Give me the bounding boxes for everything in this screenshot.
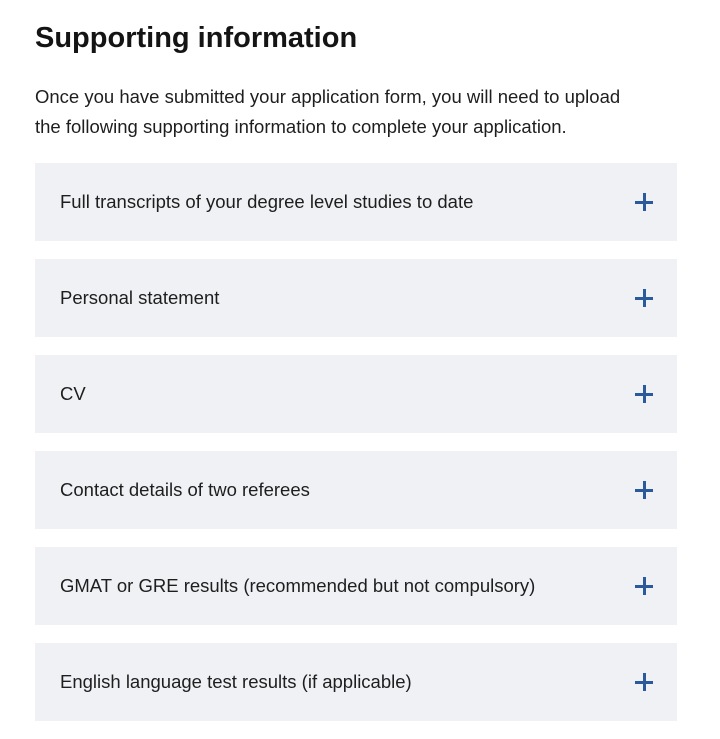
- accordion-item-label: Full transcripts of your degree level studies to date: [60, 191, 474, 212]
- plus-icon[interactable]: [635, 577, 653, 595]
- accordion-item-label: English language test results (if applicable): [60, 671, 412, 692]
- plus-icon[interactable]: [635, 193, 653, 211]
- accordion-item-referees[interactable]: [35, 451, 677, 529]
- accordion-item-cv[interactable]: [35, 355, 677, 433]
- intro-line-2: the following supporting information to complete your application.: [35, 116, 567, 137]
- accordion-item-personal-statement[interactable]: [35, 259, 677, 337]
- accordion-item-label: Personal statement: [60, 287, 220, 308]
- plus-icon[interactable]: [635, 289, 653, 307]
- section-title: Supporting information: [35, 22, 358, 54]
- section-intro: [35, 82, 695, 142]
- plus-icon[interactable]: [635, 673, 653, 691]
- intro-line-1: Once you have submitted your application form, you will need to upload: [35, 86, 621, 107]
- accordion-item-gmat-gre[interactable]: [35, 547, 677, 625]
- plus-icon[interactable]: [635, 385, 653, 403]
- accordion-item-transcripts[interactable]: [35, 163, 677, 241]
- accordion-item-english-test[interactable]: [35, 643, 677, 721]
- accordion-item-label: CV: [60, 383, 86, 404]
- plus-icon[interactable]: [635, 481, 653, 499]
- accordion-item-label: Contact details of two referees: [60, 479, 310, 500]
- accordion-item-label: GMAT or GRE results (recommended but not compulsory): [60, 575, 536, 596]
- supporting-info-accordion: [35, 163, 677, 739]
